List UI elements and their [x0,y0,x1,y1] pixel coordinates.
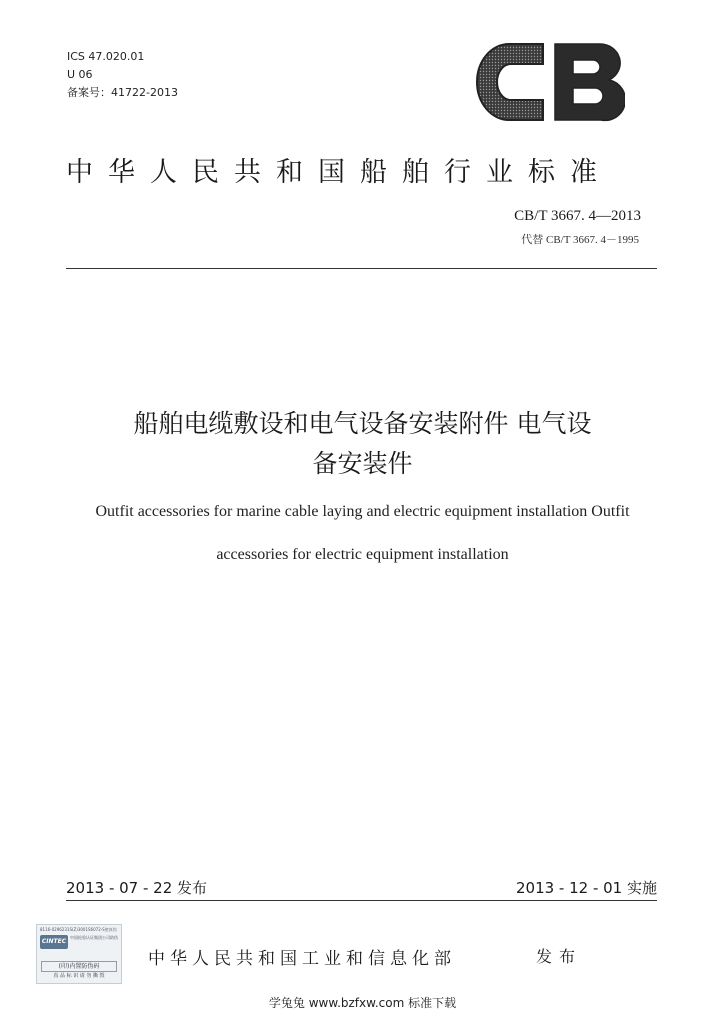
cintec-logo: CINTEC [40,935,68,949]
english-title-line-1: Outfit accessories for marine cable laying and electric equipment installation Outfit [95,503,630,520]
anti-counterfeit-label [36,924,122,984]
chinese-title [40,404,685,484]
standard-code: CB/T 3667. 4—2013 [514,208,641,224]
site-watermark: 学兔兔 www.bzfxw.com 标准下载 [268,996,457,1010]
issue-date: 2013 - 07 - 22 发布 [66,879,208,897]
label-issuer: 中国检验认证集团公司防伪 [70,935,118,940]
standard-title: 中华人民共和国船舶行业标准 [66,157,612,188]
metadata-block [67,48,178,102]
label-code-box: (印)内置防伪码 [41,961,117,972]
label-serial: 8116-0296231S(Z)3001S6072-S密真伪 [40,927,117,932]
english-title-line-2: accessories for electric equipment installation [216,546,509,563]
implementation-date: 2013 - 12 - 01 实施 [515,879,657,897]
bottom-divider [66,900,657,901]
chinese-title-line-1: 船舶电缆敷设和电气设备安装附件 电气设 [133,409,592,438]
cb-logo-icon [473,40,625,124]
label-footer: 真 品 标 识 请 勿 撕 毁 [53,973,105,979]
issuing-ministry: 中华人民共和国工业和信息化部 [148,949,456,969]
top-divider [66,268,657,269]
cb-logo [473,40,625,124]
ics-code: ICS 47.020.01 [67,50,145,63]
publish-label: 发布 [536,947,583,966]
chinese-title-line-2: 备安装件 [312,449,413,478]
english-title [40,490,685,576]
category-code: U 06 [67,68,93,81]
filing-number: 备案号：41722-2013 [67,86,178,99]
replaces-code: 代替 CB/T 3667. 4－1995 [521,234,639,246]
